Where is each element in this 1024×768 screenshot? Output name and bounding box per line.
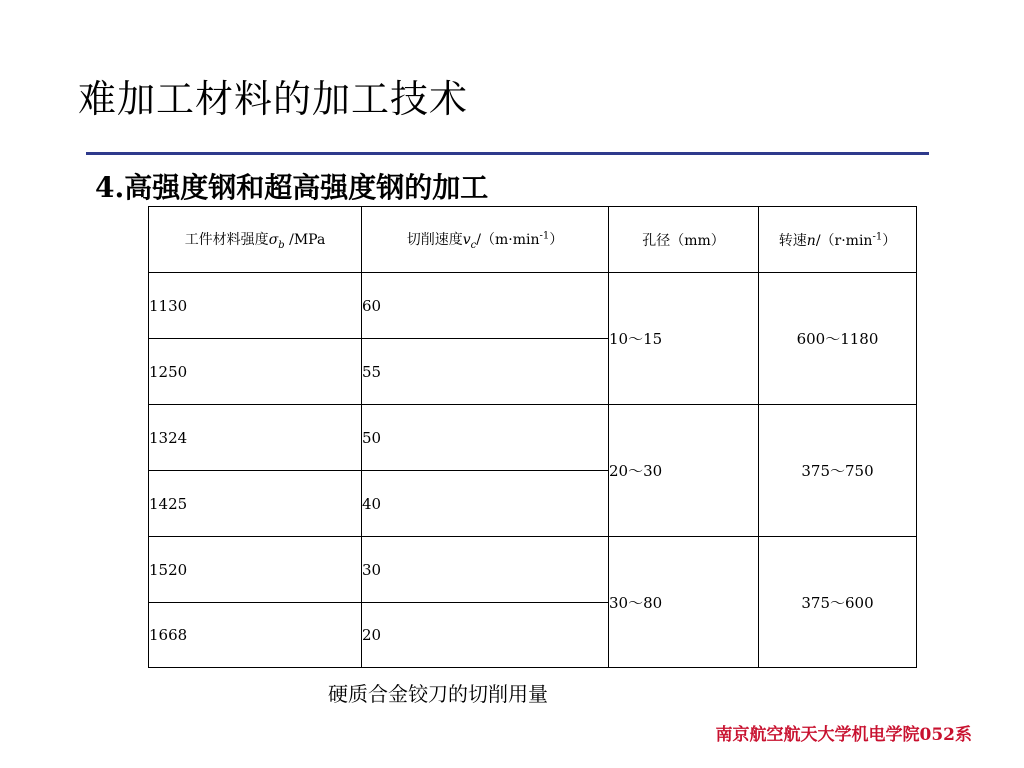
speed-cell: 40 — [362, 471, 609, 537]
header-rpm-unit: /（r·min — [815, 232, 873, 249]
header-speed-unit: /（m·min — [476, 231, 540, 248]
header-rpm — [759, 207, 917, 273]
hole-cell: 10～15 — [609, 273, 759, 405]
strength-cell: 1520 — [149, 537, 362, 603]
hole-cell: 30～80 — [609, 537, 759, 668]
cutting-parameters-table — [148, 206, 917, 668]
table-caption: 硬质合金铰刀的切削用量 — [328, 682, 548, 706]
slide-title: 难加工材料的加工技术 — [78, 77, 469, 121]
speed-cell: 50 — [362, 405, 609, 471]
strength-cell: 1250 — [149, 339, 362, 405]
table-header-row — [149, 207, 917, 273]
header-hole: 孔径（mm） — [609, 207, 759, 273]
speed-superscript: -1 — [539, 229, 550, 241]
header-speed-close: ） — [549, 231, 564, 248]
hole-cell: 20～30 — [609, 405, 759, 537]
header-speed — [362, 207, 609, 273]
header-strength — [149, 207, 362, 273]
strength-cell: 1130 — [149, 273, 362, 339]
speed-cell: 20 — [362, 603, 609, 668]
header-strength-label: 工件材料强度 — [184, 231, 269, 248]
strength-cell: 1324 — [149, 405, 362, 471]
rpm-cell: 375～600 — [759, 537, 917, 668]
header-rpm-close: ） — [882, 232, 897, 249]
sigma-symbol: σ — [268, 231, 279, 248]
header-speed-label: 切削速度 — [406, 231, 463, 248]
strength-cell: 1425 — [149, 471, 362, 537]
speed-cell: 30 — [362, 537, 609, 603]
rpm-superscript: -1 — [872, 230, 883, 242]
institution-footer: 南京航空航天大学机电学院052系 — [715, 725, 972, 745]
rpm-cell: 600～1180 — [759, 273, 917, 405]
table-row — [149, 405, 917, 471]
header-rpm-label: 转速 — [778, 232, 807, 249]
rpm-symbol: n — [806, 232, 816, 249]
rpm-cell: 375～750 — [759, 405, 917, 537]
section-heading: 4.高强度钢和超高强度钢的加工 — [95, 171, 489, 204]
speed-cell: 55 — [362, 339, 609, 405]
speed-symbol: v — [462, 231, 471, 248]
table-row — [149, 537, 917, 603]
title-divider — [86, 152, 929, 155]
table-row — [149, 273, 917, 339]
sigma-subscript: b — [278, 239, 285, 251]
strength-cell: 1668 — [149, 603, 362, 668]
header-strength-unit: /MPa — [289, 231, 326, 248]
speed-cell: 60 — [362, 273, 609, 339]
speed-subscript: c — [470, 239, 477, 251]
